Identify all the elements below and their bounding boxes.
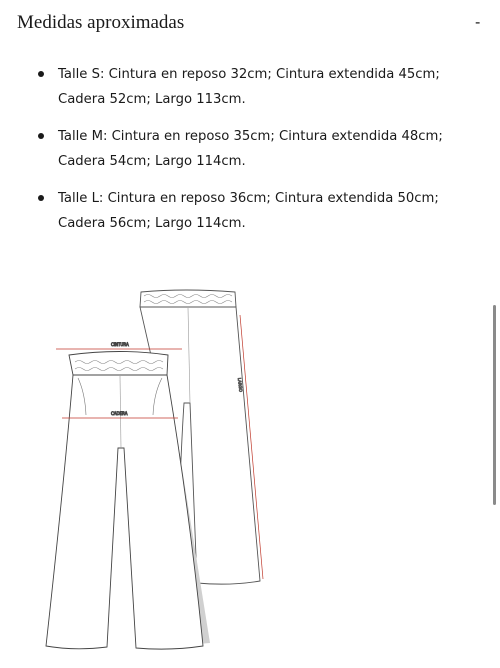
hip-label: CADERA — [111, 411, 128, 416]
length-label: LARGO — [237, 377, 244, 393]
list-item — [0, 62, 480, 112]
collapse-icon[interactable]: - — [475, 14, 481, 31]
pants-illustration — [40, 283, 285, 663]
size-m-text: Talle M: Cintura en reposo 35cm; Cintura extendida 48cm; Cadera 54cm; Largo 114cm. — [58, 129, 443, 169]
bullet-icon — [38, 195, 44, 201]
list-item — [0, 186, 480, 236]
size-list — [0, 62, 480, 248]
pants-diagram — [40, 283, 285, 663]
waist-label: CINTURA — [111, 342, 129, 347]
accordion-header[interactable] — [0, 0, 500, 50]
section-title: Medidas aproximadas — [17, 12, 185, 33]
bullet-icon — [38, 133, 44, 139]
bullet-icon — [38, 71, 44, 77]
size-l-text: Talle L: Cintura en reposo 36cm; Cintura extendida 50cm; Cadera 56cm; Largo 114cm. — [58, 191, 439, 231]
scrollbar[interactable] — [493, 305, 496, 505]
list-item — [0, 124, 480, 174]
size-s-text: Talle S: Cintura en reposo 32cm; Cintura extendida 45cm; Cadera 52cm; Largo 113cm. — [58, 67, 440, 107]
